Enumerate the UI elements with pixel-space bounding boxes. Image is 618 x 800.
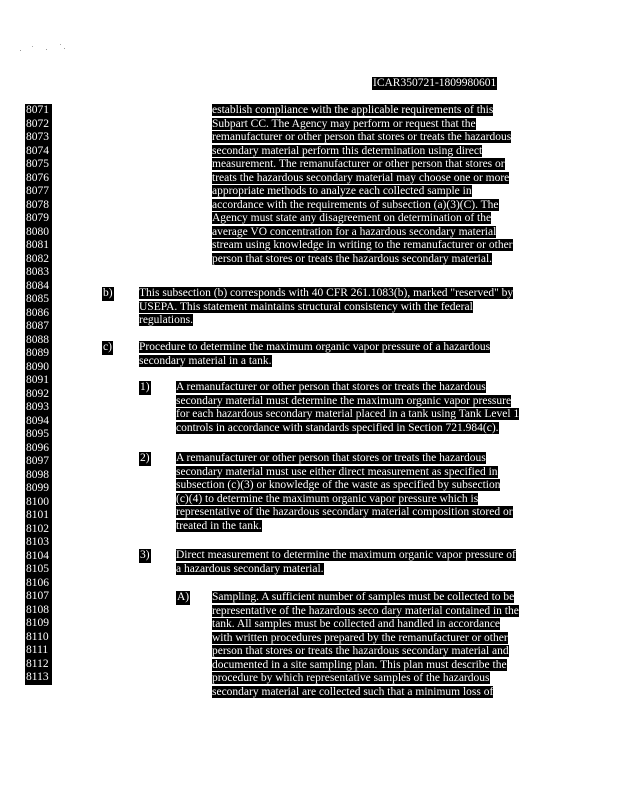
text-line: This subsection (b) corresponds with 40 CFR 261.1083(b), marked "reserved" by (139, 287, 514, 299)
line-number: 8071 (25, 104, 52, 118)
line-number: 8102 (25, 523, 52, 537)
line-number: 8099 (25, 482, 52, 496)
text-line: measurement. The remanufacturer or other person that stores or (212, 158, 505, 170)
line-number: 8105 (25, 563, 52, 577)
text-line: Sampling. A sufficient number of samples must be collected to be (212, 591, 515, 603)
text-line: representative of the hazardous seco dary material contained in the (212, 604, 519, 617)
line-number: 8103 (25, 536, 52, 550)
text-line: Agency must state any disagreement on determination of the (212, 212, 492, 224)
text-line: secondary material must determine the maximum organic vapor pressure (176, 394, 512, 407)
text-line: Direct measurement to determine the maximum organic vapor pressure of (176, 549, 516, 561)
para-c1-marker: 1) (140, 381, 150, 393)
text-line: Procedure to determine the maximum organic vapor pressure of a hazardous (139, 341, 491, 353)
line-number: 8081 (25, 239, 52, 253)
text-line: treats the hazardous secondary material may choose one or more (212, 171, 510, 184)
line-number: 8091 (25, 374, 52, 388)
paragraph-b (139, 287, 513, 328)
para-b-marker: b) (103, 287, 113, 299)
line-number: 8088 (25, 334, 52, 348)
text-line: tank. All samples must be collected and handled in accordance (212, 618, 501, 630)
text-line: for each hazardous secondary material placed in a tank using Tank Level 1 (176, 408, 520, 420)
text-line: person that stores or treats the hazardous secondary material and (212, 645, 509, 657)
paragraph-c1 (176, 381, 519, 435)
line-number: 8085 (25, 293, 52, 307)
line-number: 8077 (25, 185, 52, 199)
line-number: 8090 (25, 361, 52, 375)
text-line: treated in the tank. (176, 519, 262, 532)
line-number: 8079 (25, 212, 52, 226)
line-number: 8073 (25, 131, 52, 145)
text-line: Subpart CC. The Agency may perform or request that the (212, 117, 476, 130)
line-number: 8107 (25, 590, 52, 604)
line-number: 8106 (25, 577, 52, 591)
line-number: 8092 (25, 388, 52, 402)
para-c2-marker: 2) (140, 452, 150, 464)
text-line: stream using knowledge in writing to the remanufacturer or other (212, 239, 513, 251)
line-number: 8096 (25, 442, 52, 456)
line-number: 8104 (25, 550, 52, 564)
text-line: appropriate methods to analyze each collected sample in (212, 185, 472, 197)
document-code: ICAR350721-1809980601 (373, 77, 497, 89)
line-number: 8109 (25, 617, 52, 631)
line-number: 8075 (25, 158, 52, 172)
line-number: 8089 (25, 347, 52, 361)
text-line: secondary material in a tank. (139, 354, 272, 367)
text-line: secondary material perform this determination using direct (212, 144, 483, 157)
text-line: regulations. (139, 314, 193, 326)
line-number: 8101 (25, 509, 52, 523)
line-number: 8074 (25, 145, 52, 159)
text-line: average VO concentration for a hazardous secondary material (212, 225, 497, 238)
line-number: 8111 (25, 644, 52, 658)
line-number: 8098 (25, 469, 52, 483)
text-line: USEPA. This statement maintains structural consistency with the federal (139, 300, 473, 313)
line-number: 8110 (25, 631, 52, 645)
paragraph-continuation (212, 104, 513, 266)
line-number: 8094 (25, 415, 52, 429)
text-line: person that stores or treats the hazardous secondary material. (212, 252, 493, 265)
line-number: 8097 (25, 455, 52, 469)
scan-specks (18, 40, 78, 60)
paragraph-c (139, 341, 490, 368)
text-line: procedure by which representative samples of the hazardous (212, 672, 490, 684)
paragraph-c2 (176, 452, 513, 533)
text-line: with written procedures prepared by the remanufacturer or other (212, 631, 508, 644)
line-number: 8086 (25, 307, 52, 321)
line-number: 8082 (25, 253, 52, 267)
line-number: 8084 (25, 280, 52, 294)
text-line: establish compliance with the applicable requirements of this (212, 104, 494, 116)
line-number: 8113 (25, 671, 52, 685)
text-line: A remanufacturer or other person that stores or treats the hazardous (176, 381, 486, 393)
text-line: secondary material must use either direct measurement as specified in (176, 465, 498, 478)
line-number: 8108 (25, 604, 52, 618)
line-number: 8083 (25, 266, 52, 280)
text-line: subsection (c)(3) or knowledge of the waste as specified by subsection (176, 479, 501, 491)
para-c3-marker: 3) (140, 549, 150, 561)
line-number: 8076 (25, 172, 52, 186)
para-c3a-marker: A) (177, 591, 190, 603)
text-line: a hazardous secondary material. (176, 562, 324, 575)
text-line: secondary material are collected such that a minimum loss of (212, 685, 494, 698)
text-line: remanufacturer or other person that stores or treats the hazardous (212, 131, 512, 143)
text-line: accordance with the requirements of subsection (a)(3)(C). The (212, 198, 499, 211)
text-line: representative of the hazardous secondary material composition stored or (176, 506, 513, 518)
line-number: 8078 (25, 199, 52, 213)
text-line: A remanufacturer or other person that stores or treats the hazardous (176, 452, 486, 464)
text-line: controls in accordance with standards specified in Section 721.984(c). (176, 421, 499, 434)
line-number: 8100 (25, 496, 52, 510)
paragraph-c3a (212, 591, 519, 699)
line-number: 8095 (25, 428, 52, 442)
line-number: 8087 (25, 320, 52, 334)
line-numbers-column (25, 104, 53, 685)
text-line: (c)(4) to determine the maximum organic vapor pressure which is (176, 492, 479, 505)
text-line: documented in a site sampling plan. This plan must describe the (212, 658, 507, 671)
line-number: 8112 (25, 658, 52, 672)
line-number: 8080 (25, 226, 52, 240)
paragraph-c3 (176, 549, 516, 576)
line-number: 8072 (25, 118, 52, 132)
para-c-marker: c) (103, 341, 112, 353)
line-number: 8093 (25, 401, 52, 415)
